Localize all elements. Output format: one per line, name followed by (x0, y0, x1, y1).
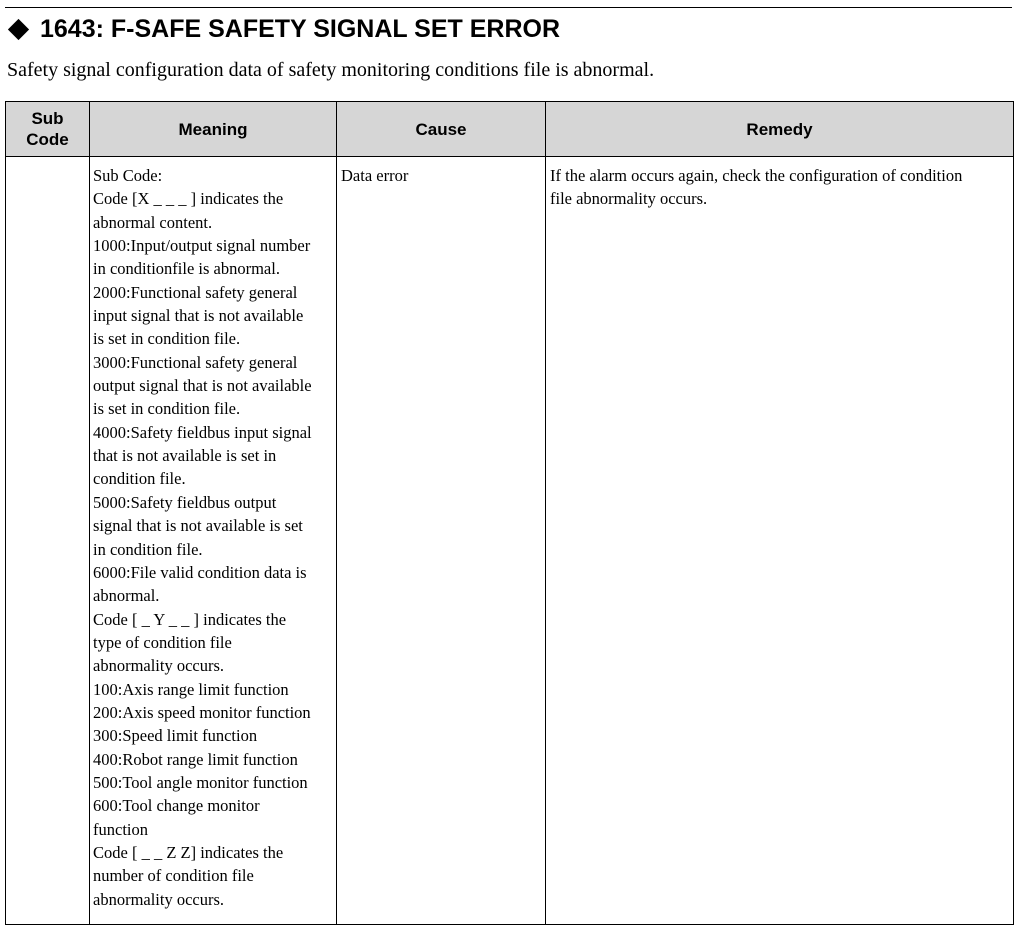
meaning-line: 300:Speed limit function (93, 726, 258, 746)
meaning-line: Code [ _ _ Z Z] indicates the (93, 842, 284, 862)
diamond-bullet-icon (8, 18, 29, 39)
meaning-line: signal that is not available is set (93, 516, 303, 536)
meaning-line: number of condition file (93, 866, 254, 886)
header-cause: Cause (337, 102, 546, 157)
meaning-line: 2000:Functional safety general (93, 282, 298, 302)
meaning-line: 100:Axis range limit function (93, 679, 289, 699)
top-rule (5, 7, 1012, 8)
meaning-line: 3000:Functional safety general (93, 352, 298, 372)
meaning-line: in condition file. (93, 539, 203, 559)
cell-sub-code (6, 157, 90, 925)
meaning-line: Sub Code: (93, 166, 163, 185)
meaning-line: 4000:Safety fieldbus input signal (93, 422, 312, 442)
meaning-line: 400:Robot range limit function (93, 749, 298, 769)
meaning-line: output signal that is not available (93, 376, 312, 396)
cell-meaning (90, 157, 337, 925)
meaning-line: that is not available is set in (93, 446, 277, 466)
meaning-line: 5000:Safety fieldbus output (93, 492, 277, 512)
meaning-line: condition file. (93, 469, 186, 489)
remedy-line: If the alarm occurs again, check the configuration of condition (550, 166, 963, 185)
table-row (6, 157, 1014, 925)
meaning-line: abnormal. (93, 586, 160, 606)
page-title-text: 1643: F-SAFE SAFETY SIGNAL SET ERROR (40, 14, 561, 43)
header-sub-code-line: Sub Code (26, 109, 69, 149)
meaning-line: input signal that is not available (93, 306, 304, 326)
meaning-line: function (93, 819, 148, 839)
meaning-line: type of condition file (93, 632, 232, 652)
meaning-line: 6000:File valid condition data is (93, 562, 307, 582)
meaning-line: 1000:Input/output signal number (93, 236, 311, 256)
remedy-line: file abnormality occurs. (550, 189, 708, 209)
header-remedy: Remedy (546, 102, 1014, 157)
header-meaning: Meaning (90, 102, 337, 157)
meaning-line: abnormality occurs. (93, 889, 225, 909)
meaning-line: Code [ _ Y _ _ ] indicates the (93, 609, 287, 629)
error-description: Safety signal configuration data of safety monitoring conditions file is abnormal. (7, 59, 655, 81)
meaning-line: 200:Axis speed monitor function (93, 702, 311, 722)
meaning-line: Code [X _ _ _ ] indicates the (93, 189, 284, 209)
meaning-line: 600:Tool change monitor (93, 796, 260, 816)
meaning-line: is set in condition file. (93, 399, 241, 419)
cell-cause: Data error (337, 157, 546, 925)
meaning-line: 500:Tool angle monitor function (93, 772, 308, 792)
cell-remedy (546, 157, 1014, 925)
meaning-line: abnormal content. (93, 212, 213, 232)
meaning-line: is set in condition file. (93, 329, 241, 349)
header-sub-code (6, 102, 90, 157)
meaning-line: abnormality occurs. (93, 656, 225, 676)
page-title (7, 12, 560, 46)
meaning-line: in conditionfile is abnormal. (93, 259, 280, 279)
table-header-row (6, 102, 1014, 157)
alarm-table (5, 101, 1014, 925)
